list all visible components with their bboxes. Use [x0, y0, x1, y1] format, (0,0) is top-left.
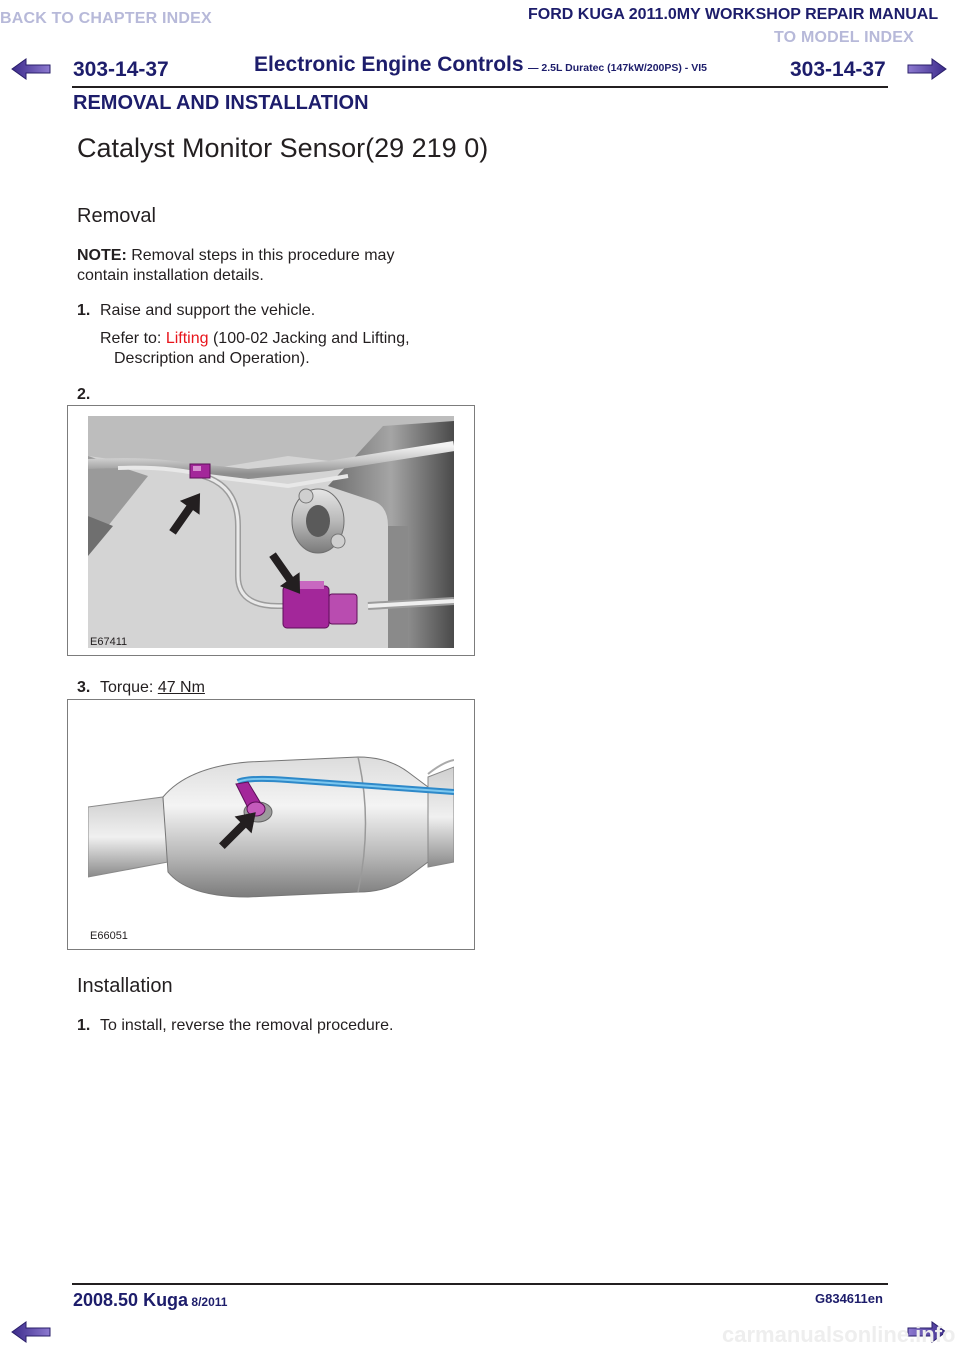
chapter-title	[254, 53, 707, 77]
inst-step-1	[77, 1016, 90, 1036]
manual-title: FORD KUGA 2011.0MY WORKSHOP REPAIR MANUAL	[528, 6, 939, 23]
torque-value[interactable]: 47 Nm	[157, 679, 205, 696]
footer-code: G834611en	[815, 1291, 883, 1306]
footer-rule	[72, 1283, 888, 1285]
section-heading: REMOVAL AND INSTALLATION	[73, 92, 369, 114]
step-1-reference-line2: Description and Operation).	[114, 350, 310, 367]
step-1-ref-prefix: Refer to:	[100, 330, 166, 347]
page-number-left: 303-14-37	[73, 58, 169, 81]
note-text: Removal steps in this procedure may	[126, 247, 395, 264]
step-3-number: 3.	[77, 679, 91, 696]
step-2-number: 2.	[77, 386, 91, 403]
note-label: NOTE:	[77, 247, 127, 264]
step-3	[77, 678, 90, 698]
note	[77, 246, 477, 286]
note-text-line2: contain installation details.	[77, 267, 264, 284]
next-page-arrow-icon[interactable]	[906, 57, 948, 81]
page-title: Catalyst Monitor Sensor(29 219 0)	[77, 133, 489, 163]
torque-label: Torque:	[100, 679, 158, 696]
footer-model	[73, 1290, 227, 1311]
inst-step-1-text: To install, reverse the removal procedure.	[100, 1017, 394, 1034]
installation-heading: Installation	[77, 975, 173, 997]
step-1-ref-suffix: (100-02 Jacking and Lifting,	[208, 330, 410, 347]
figure-code-e67411: E67411	[90, 636, 128, 648]
step-1-reference	[100, 329, 480, 349]
header-rule	[72, 86, 888, 88]
removal-heading: Removal	[77, 205, 156, 227]
chapter-subtitle: — 2.5L Duratec (147kW/200PS) - VI5	[528, 62, 707, 74]
figure-e67411	[67, 405, 475, 656]
footer-model-name: 2008.50 Kuga	[73, 1290, 189, 1310]
bottom-previous-arrow-icon[interactable]	[10, 1320, 52, 1344]
exhaust-connector-illustration	[88, 416, 454, 648]
previous-page-arrow-icon[interactable]	[10, 57, 52, 81]
inst-step-1-number: 1.	[77, 1017, 91, 1034]
catalyst-sensor-illustration	[88, 712, 454, 944]
step-1	[77, 301, 90, 321]
to-model-index-link[interactable]: TO MODEL INDEX	[774, 29, 915, 46]
watermark: carmanualsonline.info	[722, 1322, 956, 1347]
step-1-text: Raise and support the vehicle.	[100, 302, 316, 319]
footer-date: 8/2011	[188, 1295, 228, 1309]
lifting-link[interactable]: Lifting	[165, 330, 209, 347]
figure-code-e66051: E66051	[90, 930, 128, 942]
page-number-right: 303-14-37	[790, 58, 886, 81]
chapter-title-text: Electronic Engine Controls	[254, 53, 524, 76]
step-3-text	[100, 678, 205, 698]
figure-e66051	[67, 699, 475, 950]
back-to-chapter-index-link[interactable]: BACK TO CHAPTER INDEX	[0, 10, 212, 27]
step-1-number: 1.	[77, 302, 91, 319]
